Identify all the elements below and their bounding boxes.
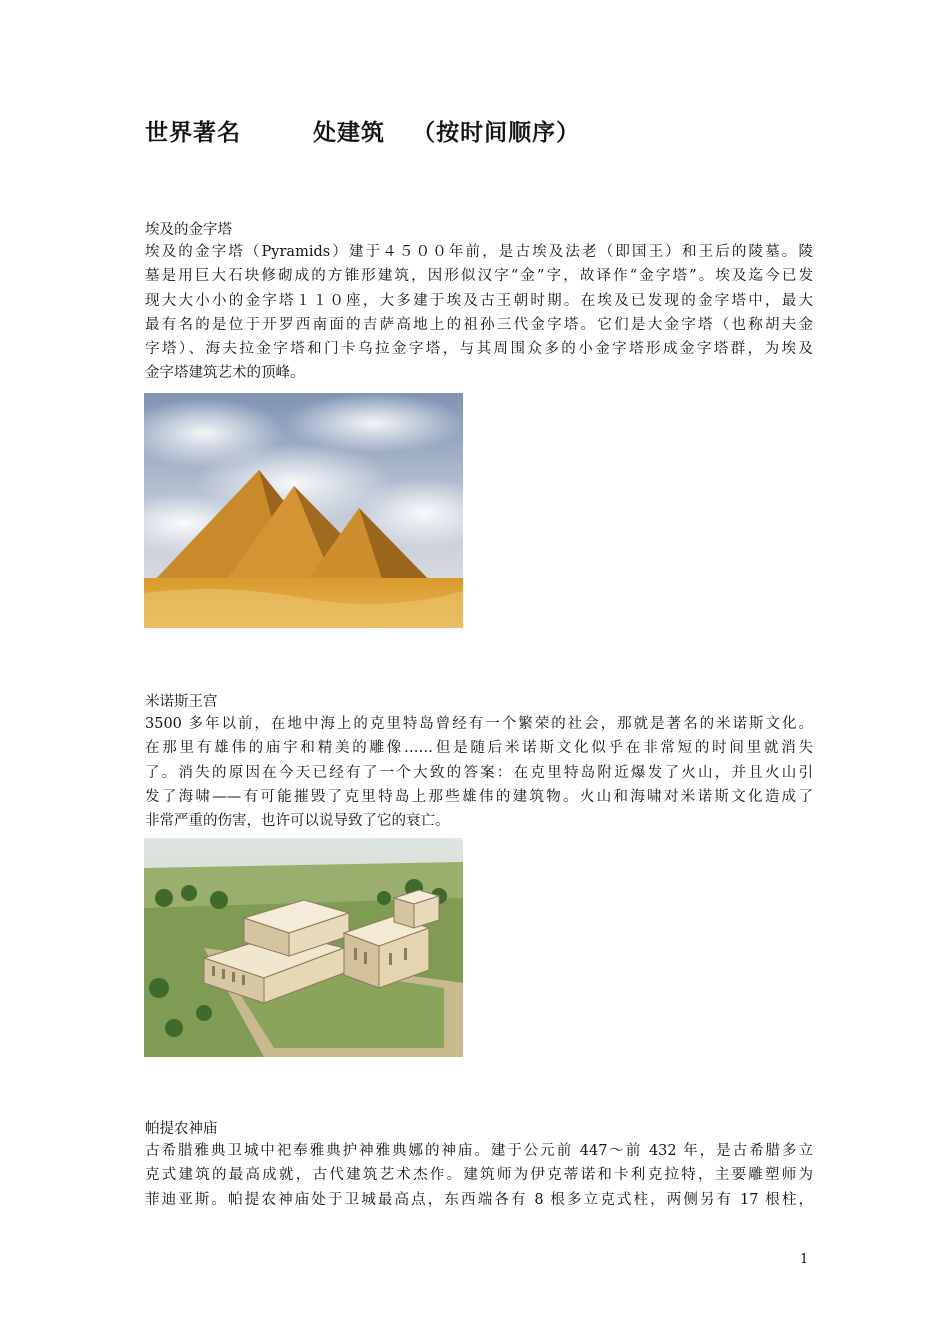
section-title-pyramids: 埃及的金字塔 <box>145 222 232 238</box>
section-title-minos: 米诺斯王宫 <box>145 694 218 710</box>
page-title: 世界著名 处建筑 （按时间顺序） <box>145 119 581 146</box>
body-line: 在那里有雄伟的庙宇和精美的雕像……但是随后米诺斯文化似乎在非常短的时间里就消失 <box>145 740 813 757</box>
page-number: 1 <box>800 1252 809 1267</box>
section-body-pyramids <box>145 240 813 386</box>
body-line: 发了海啸——有可能摧毁了克里特岛上那些雄伟的建筑物。火山和海啸对米诺斯文化造成了 <box>145 788 813 805</box>
body-line: 3500 多年以前，在地中海上的克里特岛曾经有一个繁荣的社会，那就是著名的米诺斯文化。 <box>145 716 813 732</box>
minos-palace-illustration <box>144 838 463 1057</box>
body-line: 现大大小小的金字塔１１０座，大多建于埃及古王朝时期。在埃及已发现的金字塔中，最大 <box>145 292 813 309</box>
body-line: 埃及的金字塔（Pyramids）建于４５００年前，是古埃及法老（即国王）和王后的陵墓。陵 <box>145 244 813 260</box>
pyramids-photo <box>144 393 463 628</box>
section-title-parthenon: 帕提农神庙 <box>145 1121 218 1137</box>
body-line: 字塔）、海夫拉金字塔和门卡乌拉金字塔，与其周围众多的小金字塔形成金字塔群，为埃及 <box>145 341 813 358</box>
body-line: 墓是用巨大石块修砌成的方锥形建筑，因形似汉字“金”字，故译作“金字塔”。埃及迄今已发 <box>145 268 813 285</box>
section-body-parthenon <box>145 1139 813 1212</box>
body-line: 最有名的是位于开罗西南面的吉萨高地上的祖孙三代金字塔。它们是大金字塔（也称胡夫金 <box>145 316 813 333</box>
body-line: 克式建筑的最高成就，古代建筑艺术杰作。建筑师为伊克蒂诺和卡利克拉特，主要雕塑师为 <box>145 1167 813 1184</box>
body-line: 金字塔建筑艺术的顶峰。 <box>145 365 305 382</box>
body-line: 非常严重的伤害，也许可以说导致了它的衰亡。 <box>145 813 450 830</box>
body-line: 了。消失的原因在今天已经有了一个大致的答案：在克里特岛附近爆发了火山，并且火山引 <box>145 764 813 781</box>
body-line: 菲迪亚斯。帕提农神庙处于卫城最高点，东西端各有 8 根多立克式柱，两侧另有 17 根柱， <box>145 1191 813 1208</box>
section-body-minos <box>145 712 813 833</box>
body-line: 古希腊雅典卫城中祀奉雅典护神雅典娜的神庙。建于公元前 447～前 432 年，是古希腊多立 <box>145 1143 813 1159</box>
